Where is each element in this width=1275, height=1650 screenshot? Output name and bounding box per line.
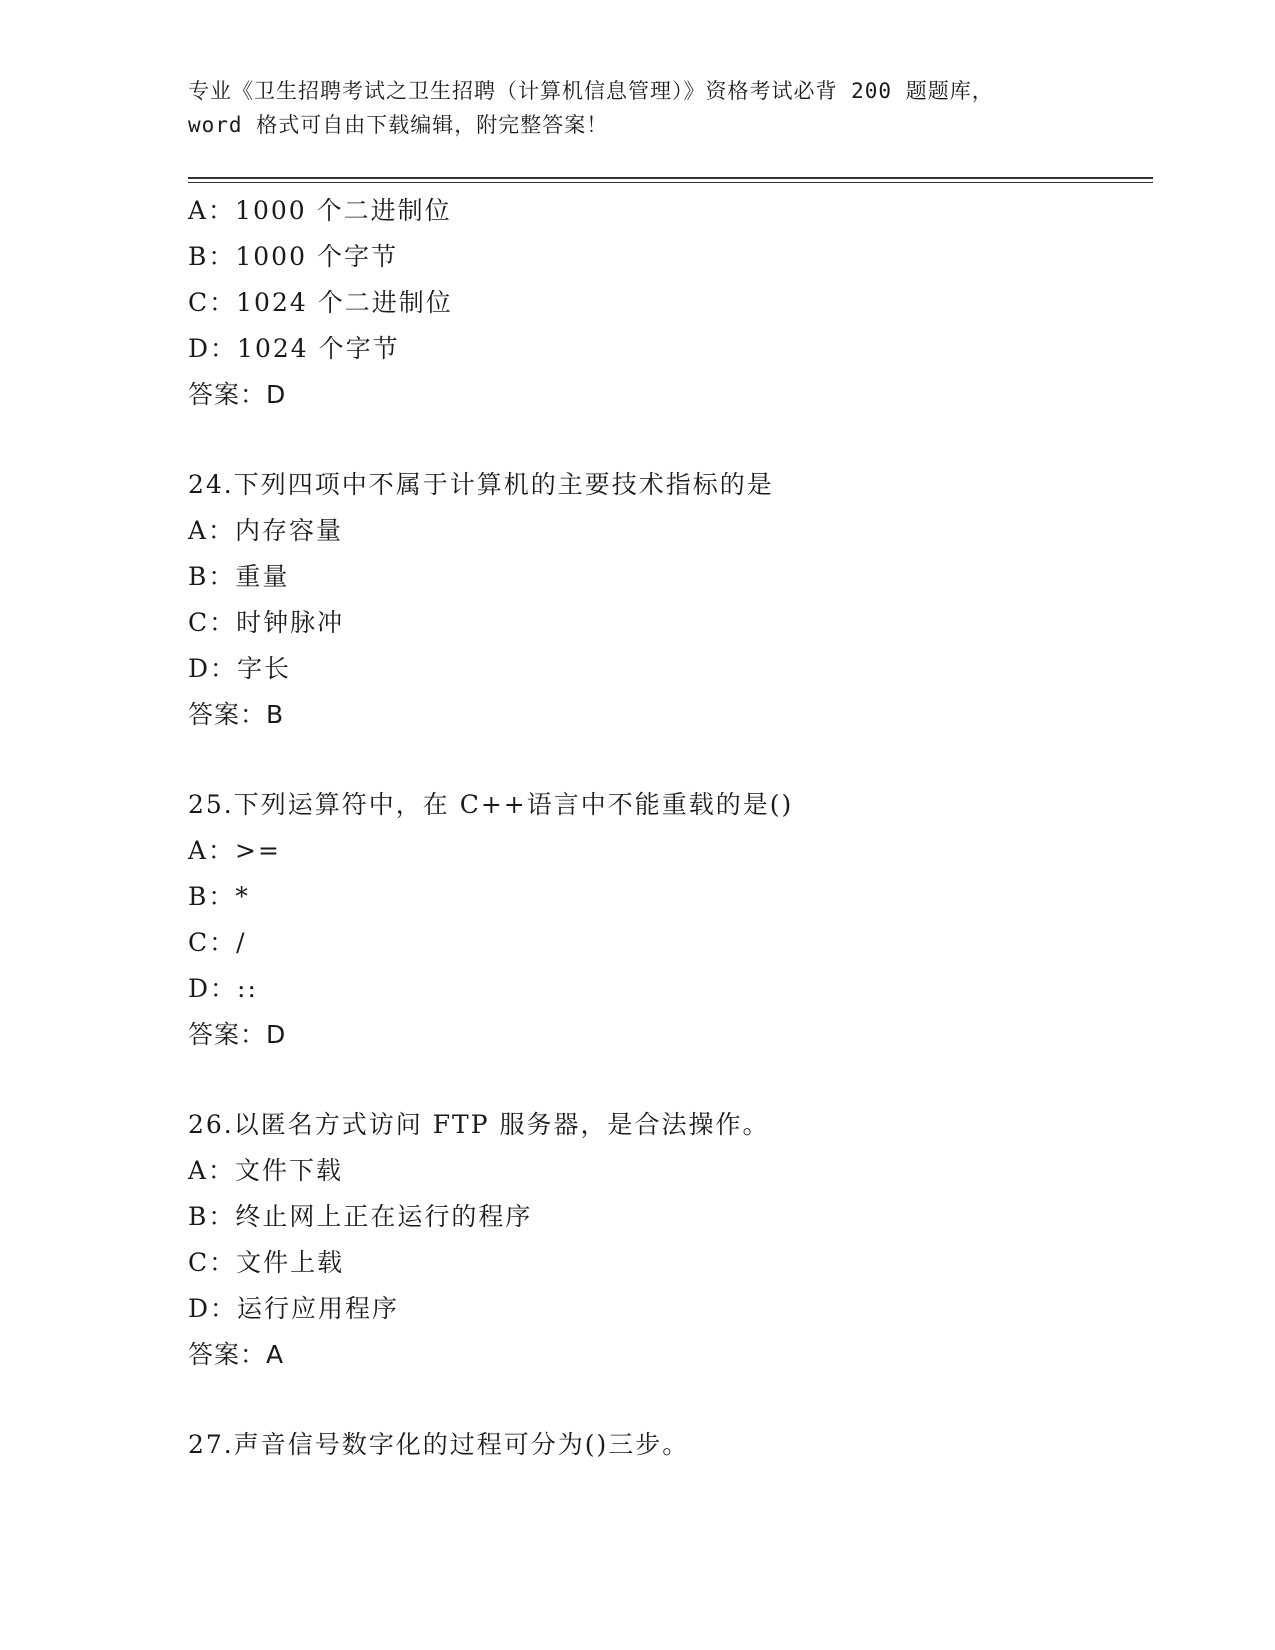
option-b: B：终止网上正在运行的程序 bbox=[188, 1202, 533, 1231]
question-26 bbox=[188, 1102, 1153, 1378]
spacer bbox=[188, 1378, 1153, 1422]
header-divider-thick bbox=[188, 177, 1153, 179]
option-c: C：1024 个二进制位 bbox=[188, 288, 453, 317]
option-a: A：>= bbox=[188, 836, 281, 865]
option-c: C：/ bbox=[188, 928, 247, 957]
option-b: B：1000 个字节 bbox=[188, 242, 398, 271]
header-divider-thin bbox=[188, 182, 1153, 183]
option-c: C：时钟脉冲 bbox=[188, 608, 345, 637]
answer: 答案：B bbox=[188, 700, 285, 729]
option-b: B：重量 bbox=[188, 562, 290, 591]
spacer bbox=[188, 738, 1153, 782]
option-a: A：1000 个二进制位 bbox=[188, 196, 452, 225]
question-text: 26.以匿名方式访问 FTP 服务器，是合法操作。 bbox=[188, 1110, 770, 1139]
document-header bbox=[188, 74, 1088, 142]
question-24 bbox=[188, 462, 1153, 738]
header-line-1: 专业《卫生招聘考试之卫生招聘（计算机信息管理）》资格考试必背 200 题题库， bbox=[188, 79, 994, 103]
option-d: D：运行应用程序 bbox=[188, 1294, 400, 1323]
question-text: 24.下列四项中不属于计算机的主要技术指标的是 bbox=[188, 470, 774, 499]
answer: 答案：D bbox=[188, 1020, 287, 1049]
option-d: D：字长 bbox=[188, 654, 292, 683]
option-a: A：内存容量 bbox=[188, 516, 344, 545]
question-list bbox=[188, 188, 1153, 1468]
question-27 bbox=[188, 1422, 1153, 1468]
question-23 bbox=[188, 188, 1153, 418]
question-text: 27.声音信号数字化的过程可分为()三步。 bbox=[188, 1430, 690, 1459]
spacer bbox=[188, 1058, 1153, 1102]
answer: 答案：D bbox=[188, 380, 287, 409]
option-a: A：文件下载 bbox=[188, 1156, 344, 1185]
question-25 bbox=[188, 782, 1153, 1058]
option-b: B：* bbox=[188, 882, 250, 911]
option-d: D：:: bbox=[188, 974, 258, 1003]
option-d: D：1024 个字节 bbox=[188, 334, 400, 363]
answer: 答案：A bbox=[188, 1340, 285, 1369]
question-text: 25.下列运算符中，在 C++语言中不能重载的是() bbox=[188, 790, 794, 819]
option-c: C：文件上载 bbox=[188, 1248, 345, 1277]
header-line-2: word 格式可自由下载编辑，附完整答案！ bbox=[188, 113, 609, 137]
spacer bbox=[188, 418, 1153, 462]
document-page bbox=[188, 0, 1153, 1650]
